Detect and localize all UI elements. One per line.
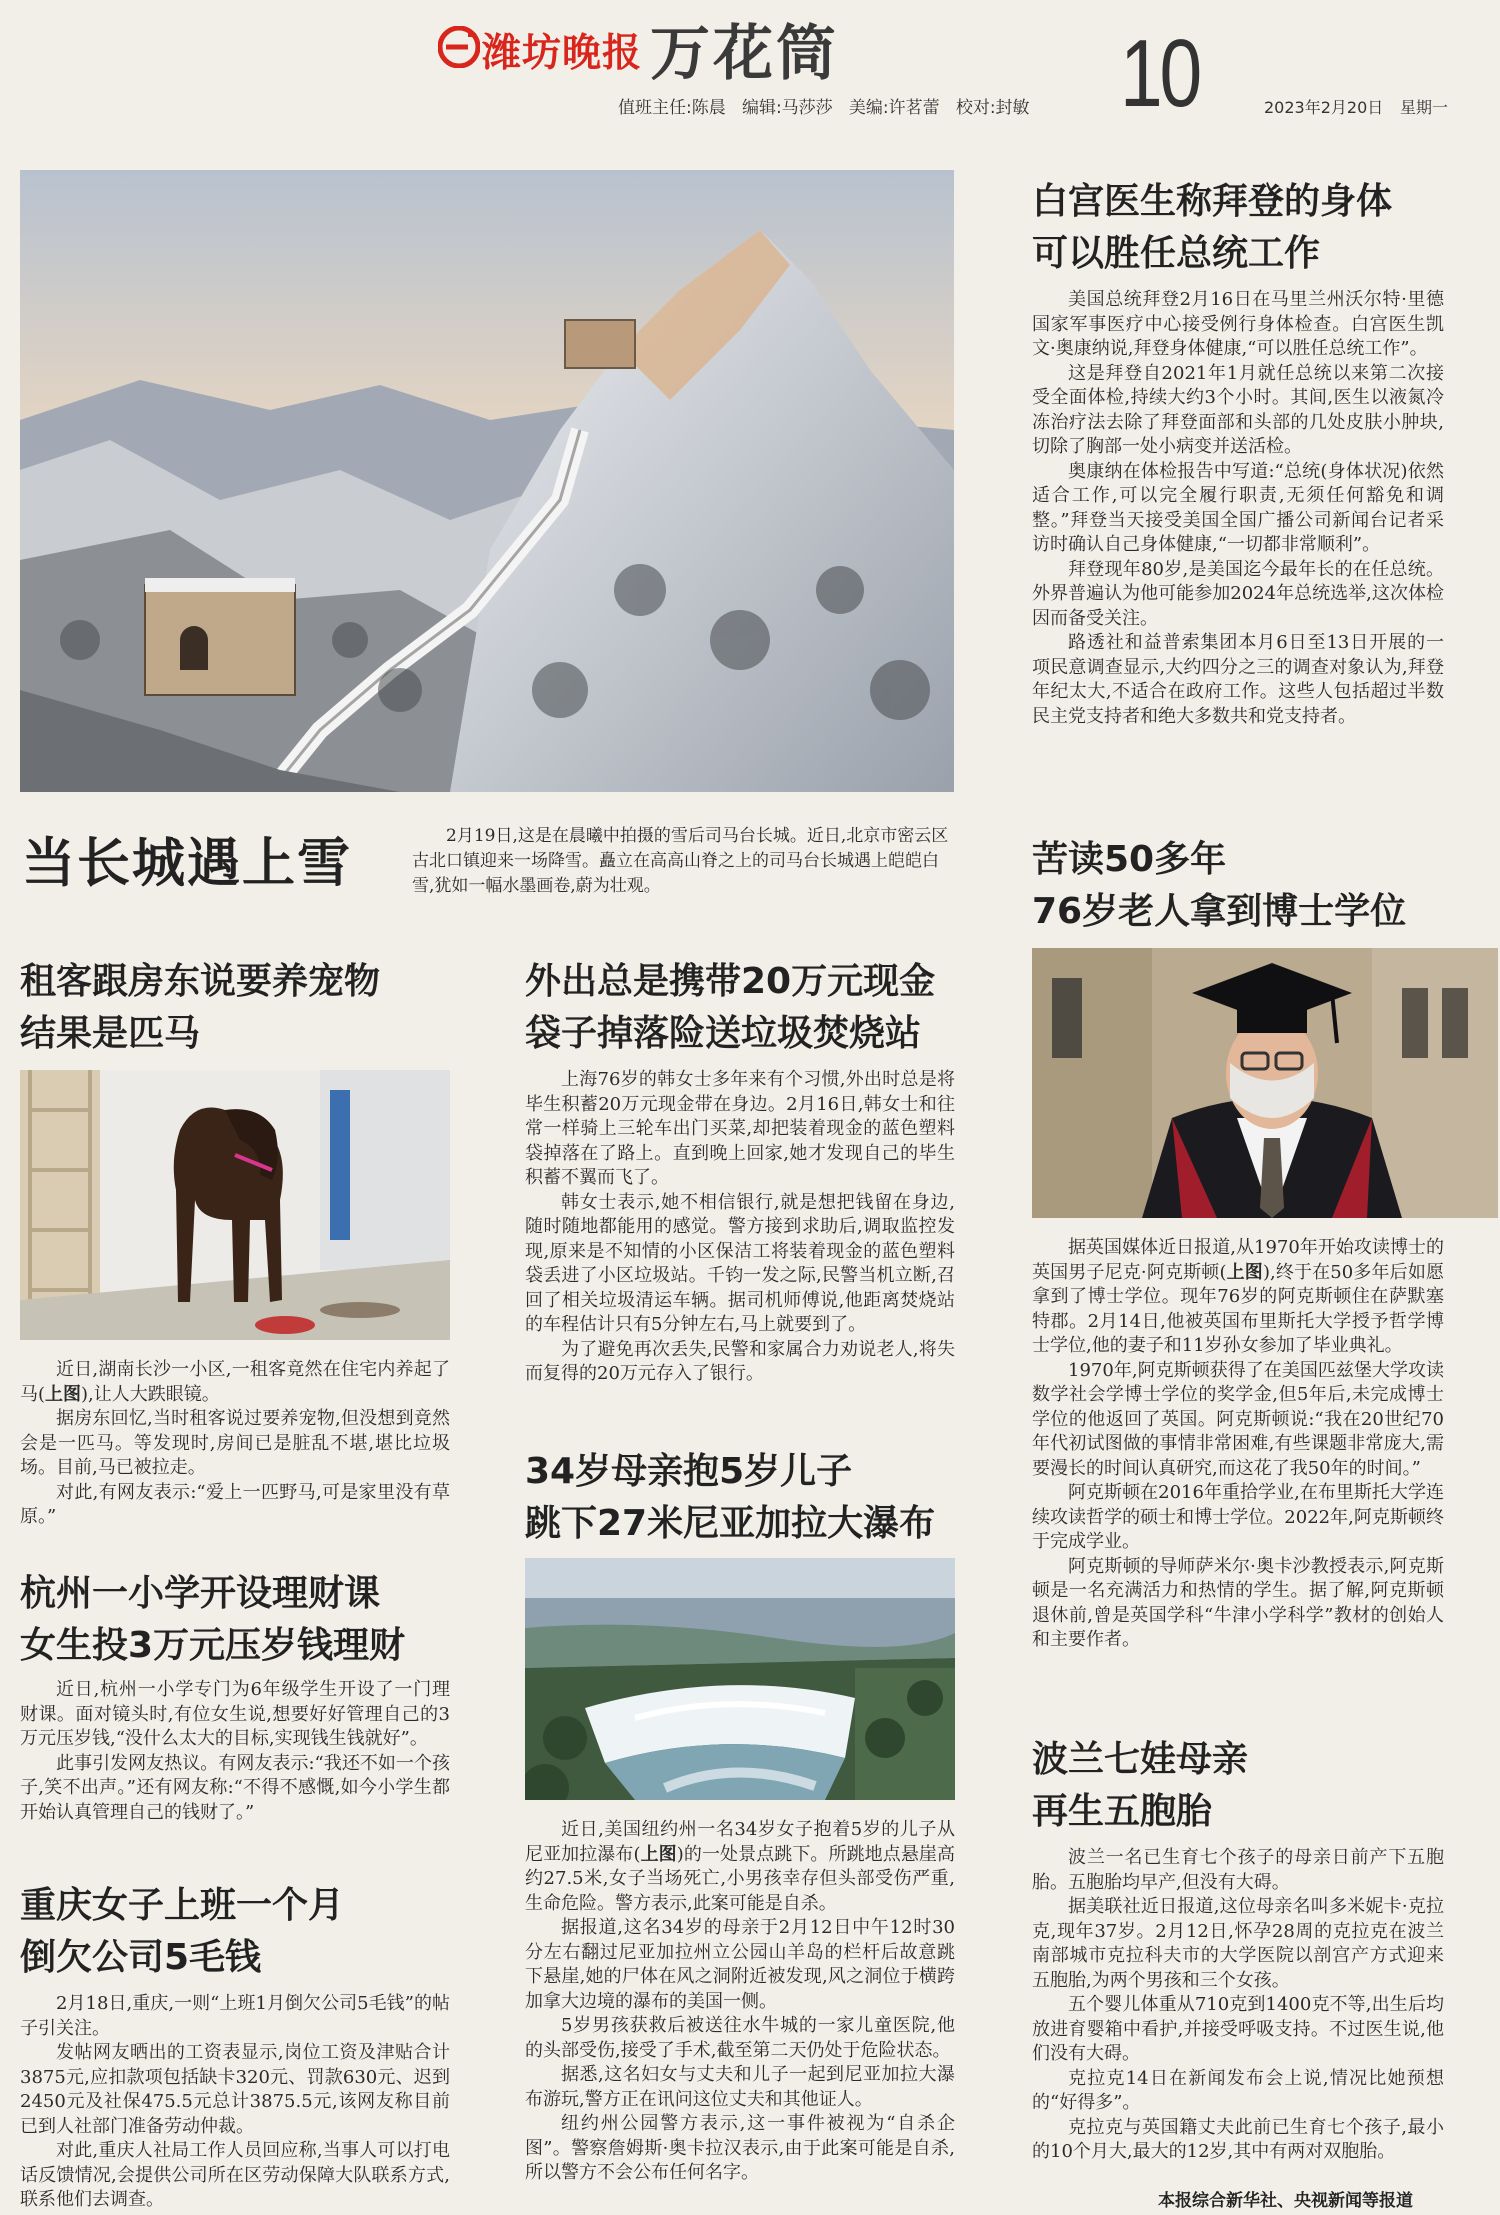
cash-article xyxy=(525,1068,955,1387)
graduate-portrait-photo xyxy=(1032,948,1498,1218)
hangzhou-headline-line-1: 杭州一小学开设理财课 xyxy=(20,1573,381,1614)
cash-paragraph-1: 上海76岁的韩女士多年来有个习惯,外出时总是将毕生积蓄20万元现金带在身边。2月16日,韩女士和往常一样骑上三轮车出门买菜,却把装着现金的蓝色塑料袋掉落在了路上。直到晚上回家,她才发现自己的毕生积蓄不翼而飞了。 xyxy=(525,1069,955,1188)
horse-paragraph-3: 对此,有网友表示:“爱上一匹野马,可是家里没有草原。” xyxy=(20,1481,450,1527)
phd-headline-line-1: 苦读50多年 xyxy=(1032,839,1227,880)
cash-paragraph-2: 韩女士表示,她不相信银行,就是想把钱留在身边,随时随地都能用的感觉。警方接到求助后,调取监控发现,原来是不知情的小区保洁工将装着现金的蓝色塑料袋丢进了小区垃圾站。千钧一发之际,民警当机立断,召回了相关垃圾清运车辆。据司机师傅说,他距离焚烧站的车程估计只有5分钟左右,马上就要到了。 xyxy=(525,1191,955,1335)
poland-headline-line-1: 波兰七娃母亲 xyxy=(1032,1739,1249,1780)
chongqing-paragraph-1: 2月18日,重庆,一则“上班1月倒欠公司5毛钱”的帖子引关注。 xyxy=(20,1993,450,2039)
chongqing-headline-line-1: 重庆女子上班一个月 xyxy=(20,1885,345,1926)
phd-paragraph-3: 阿克斯顿在2016年重拾学业,在布里斯托大学连续攻读哲学的硕士和博士学位。2022年,阿克斯顿终于完成学业。 xyxy=(1032,1482,1444,1552)
horse-headline-line-2: 结果是匹马 xyxy=(20,1013,201,1054)
hangzhou-headline-line-2: 女生投3万元压岁钱理财 xyxy=(20,1625,406,1666)
poland-article xyxy=(1032,1846,1444,2165)
poland-paragraph-4: 克拉克14日在新闻发布会上说,情况比她预想的“好得多”。 xyxy=(1032,2067,1444,2113)
niagara-paragraph-4: 据悉,这名妇女与丈夫和儿子一起到尼亚加拉大瀑布游玩,警方正在讯问这位丈夫和其他证人。 xyxy=(525,2064,955,2110)
issue-weekday: 星期一 xyxy=(1400,98,1449,117)
niagara-article xyxy=(525,1818,955,2186)
niagara-headline-line-1: 34岁母亲抱5岁儿子 xyxy=(525,1451,853,1492)
poland-paragraph-5: 克拉克与英国籍丈夫此前已生育七个孩子,最小的10个月大,最大的12岁,其中有两对双胞胎。 xyxy=(1032,2116,1444,2162)
niagara-falls-photo xyxy=(525,1558,955,1800)
horse-paragraph-2: 据房东回忆,当时租客说过要养宠物,但没想到竟然会是一匹马。等发现时,房间已是脏乱不堪,堪比垃圾场。目前,马已被拉走。 xyxy=(20,1408,450,1478)
biden-paragraph-3: 奥康纳在体检报告中写道:“总统(身体状况)依然适合工作,可以完全履行职责,无须任何豁免和调整。”拜登当天接受美国全国广播公司新闻台记者采访时确认自己身体健康,“一切都非常顺利”。 xyxy=(1032,460,1444,555)
poland-paragraph-3: 五个婴儿体重从710克到1400克不等,出生后均放进育婴箱中看护,并接受呼吸支持。不过医生说,他们没有大碍。 xyxy=(1032,1994,1444,2064)
niagara-paragraph-3: 5岁男孩获救后被送往水牛城的一家儿童医院,他的头部受伤,接受了手术,截至第二天仍处于危险状态。 xyxy=(525,2015,955,2061)
source-credit: 本报综合新华社、央视新闻等报道 xyxy=(1158,2191,1413,2211)
hangzhou-article xyxy=(20,1678,450,1825)
niagara-headline-line-2: 跳下27米尼亚加拉大瀑布 xyxy=(525,1503,936,1544)
poland-headline-line-2: 再生五胞胎 xyxy=(1032,1791,1213,1832)
section-title: 万花筒 xyxy=(650,19,839,89)
biden-paragraph-5: 路透社和益普索集团本月6日至13日开展的一项民意调查显示,大约四分之三的调查对象认为,拜登年纪太大,不适合在政府工作。这些人包括超过半数民主党支持者和绝大多数共和党支持者。 xyxy=(1032,632,1444,727)
niagara-paragraph-2: 据报道,这名34岁的母亲于2月12日中午12时30分左右翻过尼亚加拉州立公园山羊岛的栏杆后故意跳下悬崖,她的尸体在风之洞附近被发现,风之洞位于横跨加拿大边境的瀑布的美国一侧。 xyxy=(525,1917,955,2012)
niagara-paragraph-1: 近日,美国纽约州一名34岁女子抱着5岁的儿子从尼亚加拉瀑布(上图)的一处景点跳下。所跳地点悬崖高约27.5米,女子当场死亡,小男孩幸存但头部受伤严重,生命危险。警方表示,此案可能是自杀。 xyxy=(525,1819,955,1914)
hangzhou-paragraph-1: 近日,杭州一小学专门为6年级学生开设了一门理财课。面对镜头时,有位女生说,想要好好管理自己的3万元压岁钱,“没什么太大的目标,实现钱生钱就好”。 xyxy=(20,1679,450,1749)
biden-paragraph-2: 这是拜登自2021年1月就任总统以来第二次接受全面体检,持续大约3个小时。其间,医生以液氮冷冻治疗法去除了拜登面部和头部的几处皮肤小肿块,切除了胸部一处小病变并送活检。 xyxy=(1032,362,1444,457)
chongqing-paragraph-3: 对此,重庆人社局工作人员回应称,当事人可以打电话反馈情况,会提供公司所在区劳动保障大队联系方式,联系他们去调查。 xyxy=(20,2140,450,2210)
biden-paragraph-4: 拜登现年80岁,是美国迄今最年长的在任总统。外界普遍认为他可能参加2024年总统选举,这次体检因而备受关注。 xyxy=(1032,558,1444,629)
poland-paragraph-2: 据美联社近日报道,这位母亲名叫多米妮卡·克拉克,现年37岁。2月12日,怀孕28周的克拉克在波兰南部城市克拉科夫市的大学医院以剖宫产方式迎来五胞胎,为两个男孩和三个女孩。 xyxy=(1032,1896,1444,1991)
great-wall-caption xyxy=(412,824,954,899)
issue-date: 2023年2月20日 xyxy=(1264,98,1384,117)
phd-paragraph-2: 1970年,阿克斯顿获得了在美国匹兹堡大学攻读数学社会学博士学位的奖学金,但5年后,未完成博士学位的他返回了英国。阿克斯顿说:“我在20世纪70年代初试图做的事情非常困难,有些课题非常庞大,需要漫长的时间认真研究,而这花了我50年的时间。” xyxy=(1032,1359,1444,1479)
hangzhou-paragraph-2: 此事引发网友热议。有网友表示:“我还不如一个孩子,笑不出声。”还有网友称:“不得不感慨,如今小学生都开始认真管理自己的钱财了。” xyxy=(20,1752,450,1823)
page-number: 10 xyxy=(1120,20,1200,127)
staff-credits: 值班主任:陈晨 编辑:马莎莎 美编:许茗蕾 校对:封敏 xyxy=(618,98,1030,118)
brand-logo-icon xyxy=(438,26,480,68)
chongqing-paragraph-2: 发帖网友晒出的工资表显示,岗位工资及津贴合计3875元,应扣款项包括缺卡320元、罚款630元、迟到2450元及社保475.5元总计3875.5元,该网友称目前已到人社部门准备劳动仲裁。 xyxy=(20,2042,450,2137)
phd-paragraph-4: 阿克斯顿的导师萨米尔·奥卡沙教授表示,阿克斯顿是一名充满活力和热情的学生。据了解,阿克斯顿退休前,曾是英国学科“牛津小学科学”教材的创始人和主要作者。 xyxy=(1032,1555,1444,1650)
horse-paragraph-1: 近日,湖南长沙一小区,一租客竟然在住宅内养起了马(上图),让人大跌眼镜。 xyxy=(20,1359,450,1405)
chongqing-headline-line-2: 倒欠公司5毛钱 xyxy=(20,1937,262,1978)
great-wall-headline: 当长城遇上雪 xyxy=(22,833,352,894)
biden-headline-line-1: 白宫医生称拜登的身体 xyxy=(1032,181,1393,222)
horse-photo xyxy=(20,1070,450,1340)
horse-headline-line-1: 租客跟房东说要养宠物 xyxy=(20,961,381,1002)
phd-paragraph-1: 据英国媒体近日报道,从1970年开始攻读博士的英国男子尼克·阿克斯顿(上图),终于在50多年后如愿拿到了博士学位。现年76岁的阿克斯顿住在萨默塞特郡。2月14日,他被英国布里斯托大学授予哲学博士学位,他的妻子和11岁孙女参加了毕业典礼。 xyxy=(1032,1237,1444,1356)
phd-headline-line-2: 76岁老人拿到博士学位 xyxy=(1032,891,1407,932)
great-wall-photo xyxy=(20,170,954,792)
great-wall-caption-text: 2月19日,这是在晨曦中拍摄的雪后司马台长城。近日,北京市密云区古北口镇迎来一场降雪。矗立在高高山脊之上的司马台长城遇上皑皑白雪,犹如一幅水墨画卷,蔚为壮观。 xyxy=(412,826,949,896)
poland-paragraph-1: 波兰一名已生育七个孩子的母亲日前产下五胞胎。五胞胎均早产,但没有大碍。 xyxy=(1032,1847,1444,1893)
biden-paragraph-1: 美国总统拜登2月16日在马里兰州沃尔特·里德国家军事医疗中心接受例行身体检查。白宫医生凯文·奥康纳说,拜登身体健康,“可以胜任总统工作”。 xyxy=(1032,289,1444,359)
phd-article xyxy=(1032,1236,1444,1653)
cash-paragraph-3: 为了避免再次丢失,民警和家属合力劝说老人,将失而复得的20万元存入了银行。 xyxy=(525,1338,955,1384)
cash-headline-line-2: 袋子掉落险送垃圾焚烧站 xyxy=(525,1013,922,1054)
biden-article xyxy=(1032,288,1444,729)
chongqing-article xyxy=(20,1992,450,2213)
horse-article xyxy=(20,1358,450,1530)
brand-name: 潍坊晚报 xyxy=(482,31,643,76)
biden-headline-line-2: 可以胜任总统工作 xyxy=(1032,233,1321,274)
cash-headline-line-1: 外出总是携带20万元现金 xyxy=(525,961,936,1002)
niagara-paragraph-5: 纽约州公园警方表示,这一事件被视为“自杀企图”。警察詹姆斯·奥卡拉汉表示,由于此案可能是自杀,所以警方不会公布任何名字。 xyxy=(525,2113,955,2183)
